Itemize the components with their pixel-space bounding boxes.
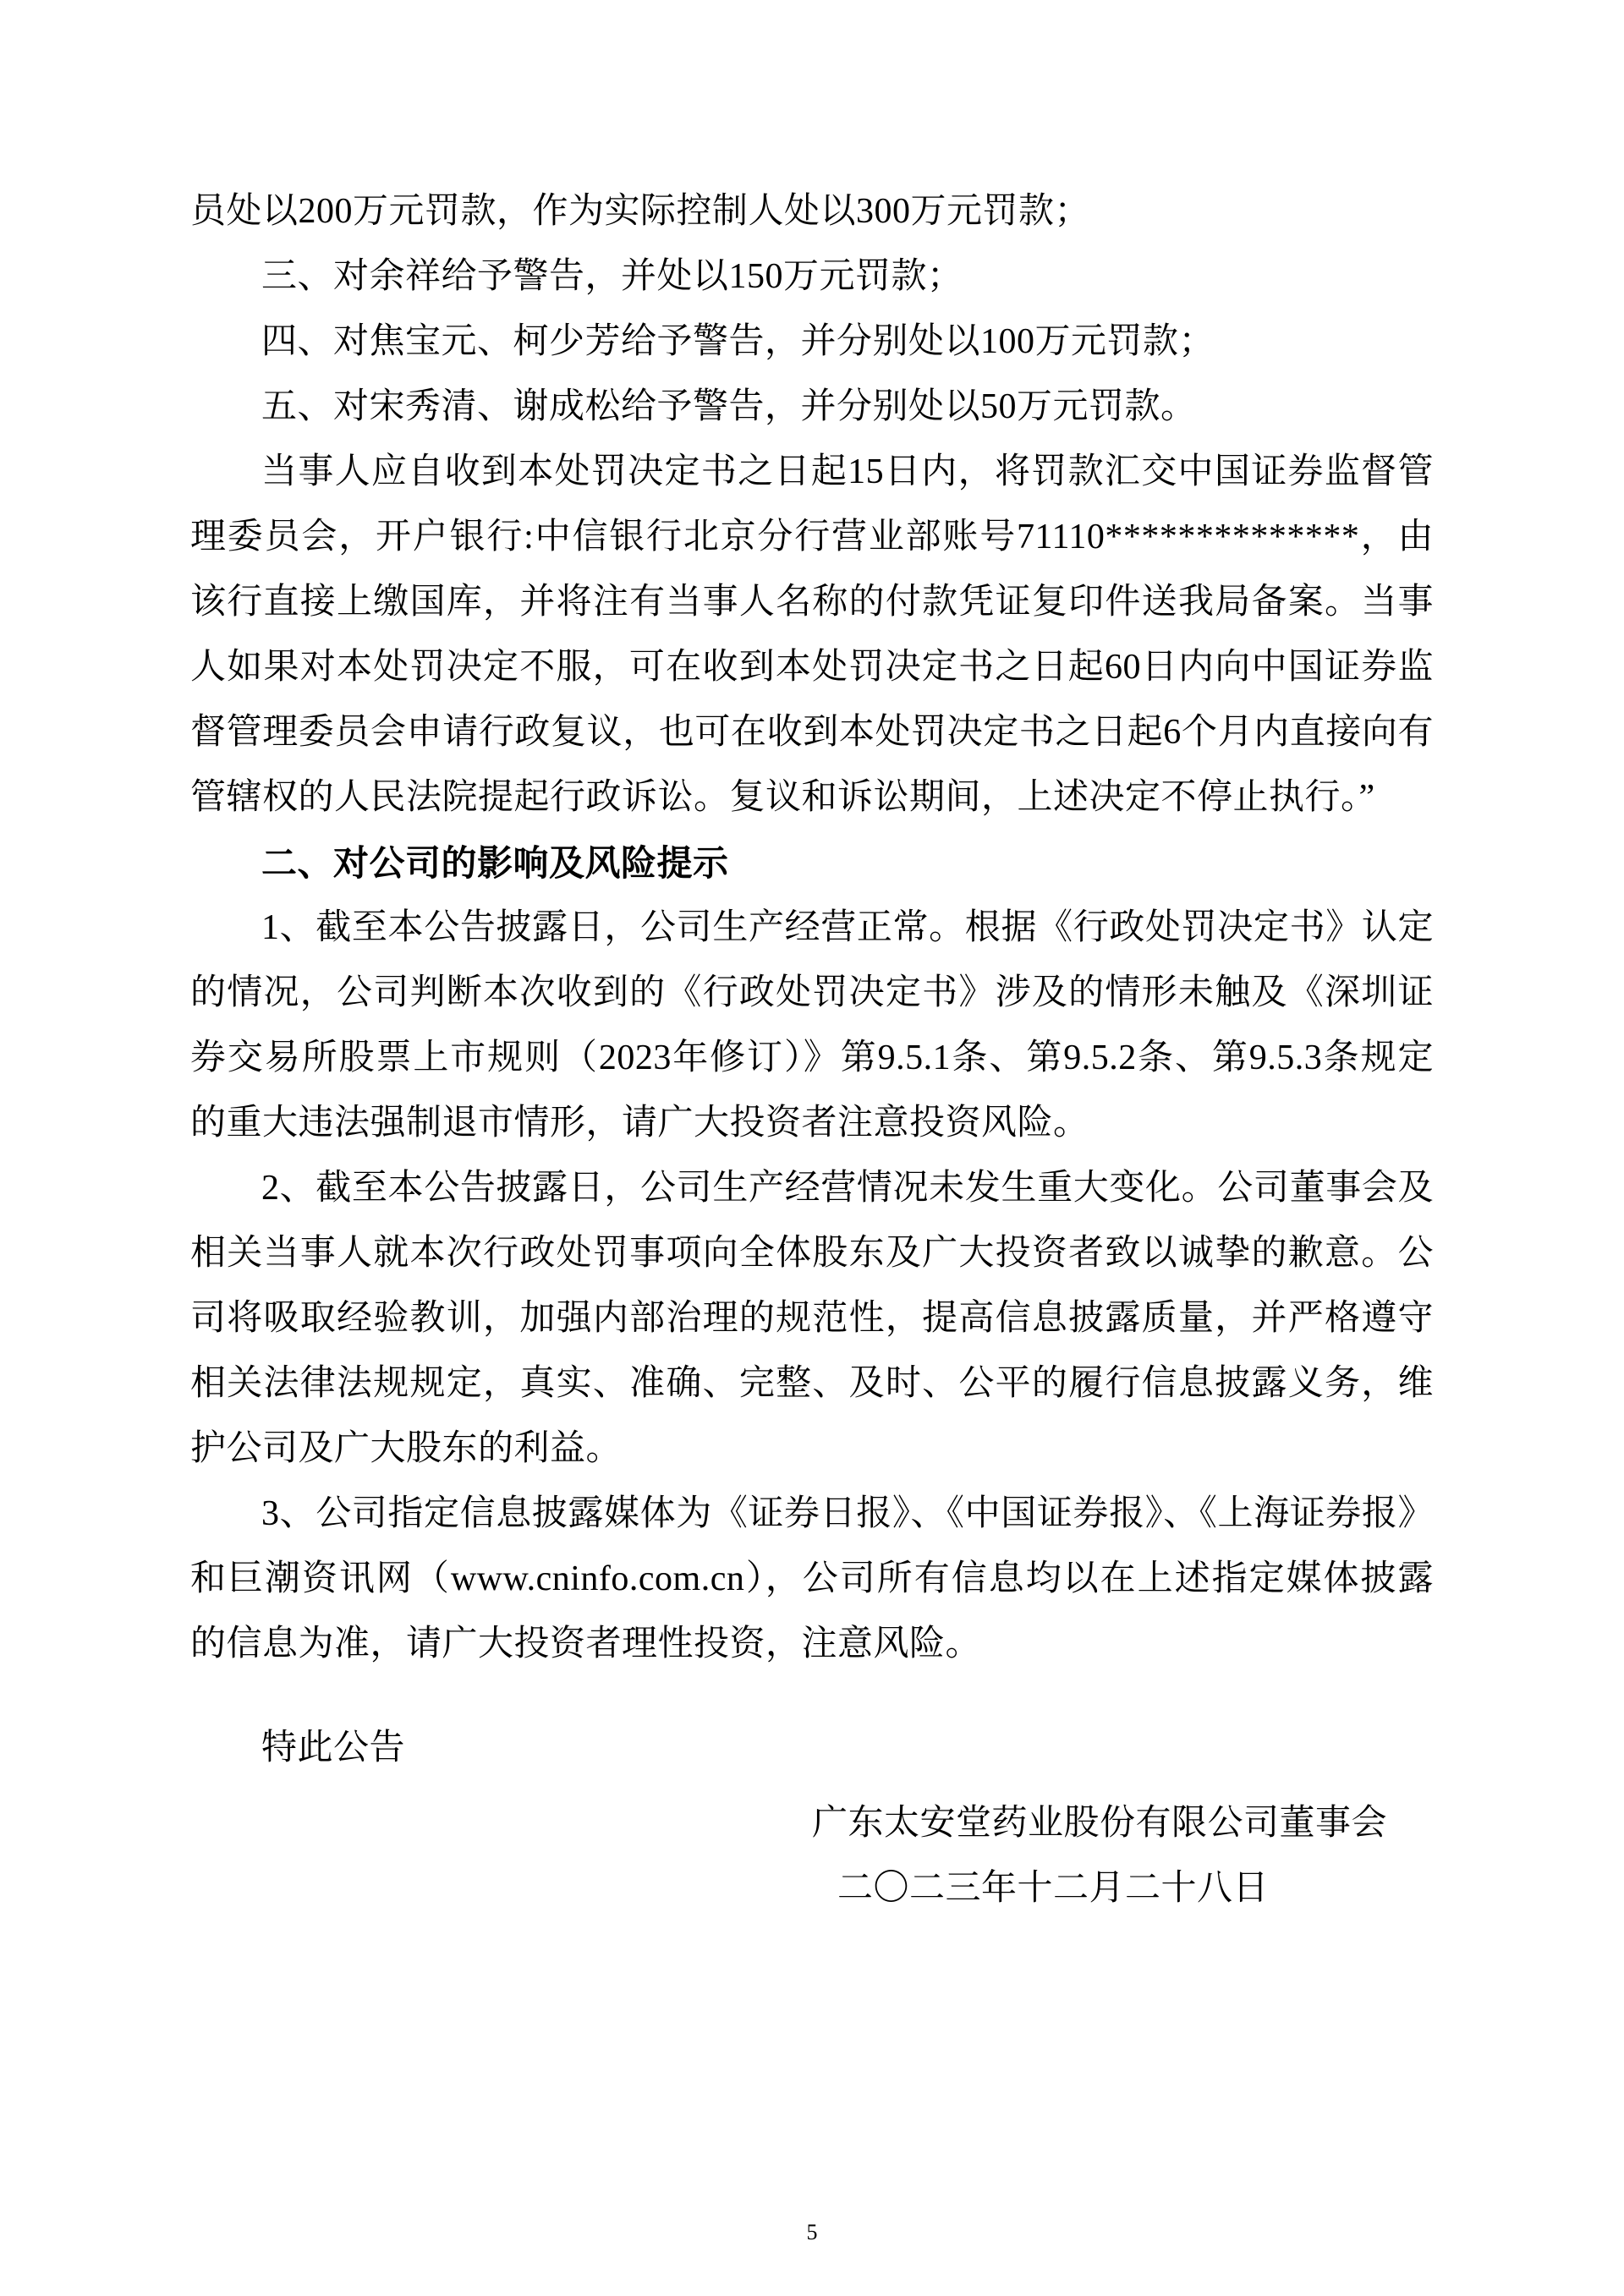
- signature-company: 广东太安堂药业股份有限公司董事会: [811, 1804, 1387, 1843]
- paragraph-penalty-item-4: 四、对焦宝元、柯少芳给予警告，并分别处以100万元罚款；: [261, 322, 1215, 361]
- paragraph-penalty-item-5: 五、对宋秀清、谢成松给予警告，并分别处以50万元罚款。: [261, 387, 1197, 426]
- paragraph-payment-instructions: 当事人应自收到本处罚决定书之日起15日内，将罚款汇交中国证券监督管理委员会，开户银行:中信银行北京分行营业部账号71110**************，由该行直接上缴国库，并将注有当事人名称的付款凭证复印件送我局备案。当事人如果对本处罚决定不服，可在收到本处罚决定书之日起60日内向中国证券监督管理委员会申请行政复议，也可在收到本处罚决定书之日起6个月内直接向有管辖权的人民法院提起行政诉讼。复议和诉讼期间，上述决定不停止执行。”: [190, 452, 1434, 817]
- signature-date: 二〇二三年十二月二十八日: [837, 1869, 1269, 1908]
- document-body: [190, 179, 1434, 1921]
- page-number: 5: [806, 2220, 818, 2244]
- paragraph-risk-3: 3、公司指定信息披露媒体为《证券日报》、《中国证券报》、《上海证券报》和巨潮资讯网（www.cninfo.com.cn），公司所有信息均以在上述指定媒体披露的信息为准，请广大投资者理性投资，注意风险。: [190, 1494, 1434, 1663]
- closing-statement: 特此公告: [261, 1729, 406, 1767]
- section-heading-impact-and-risk: 二、对公司的影响及风险提示: [261, 843, 729, 883]
- paragraph-fine-continuation: 员处以200万元罚款，作为实际控制人处以300万元罚款；: [190, 192, 1091, 231]
- paragraph-penalty-item-3: 三、对余祥给予警告，并处以150万元罚款；: [261, 257, 963, 296]
- paragraph-risk-1: 1、截至本公告披露日，公司生产经营正常。根据《行政处罚决定书》认定的情况，公司判断本次收到的《行政处罚决定书》涉及的情形未触及《深圳证券交易所股票上市规则（2023年修订）》第9.5.1条、第9.5.2条、第9.5.3条规定的重大违法强制退市情形，请广大投资者注意投资风险。: [190, 908, 1434, 1143]
- paragraph-risk-2: 2、截至本公告披露日，公司生产经营情况未发生重大变化。公司董事会及相关当事人就本次行政处罚事项向全体股东及广大投资者致以诚挚的歉意。公司将吸取经验教训，加强内部治理的规范性，提高信息披露质量，并严格遵守相关法律法规规定，真实、准确、完整、及时、公平的履行信息披露义务，维护公司及广大股东的利益。: [190, 1169, 1434, 1468]
